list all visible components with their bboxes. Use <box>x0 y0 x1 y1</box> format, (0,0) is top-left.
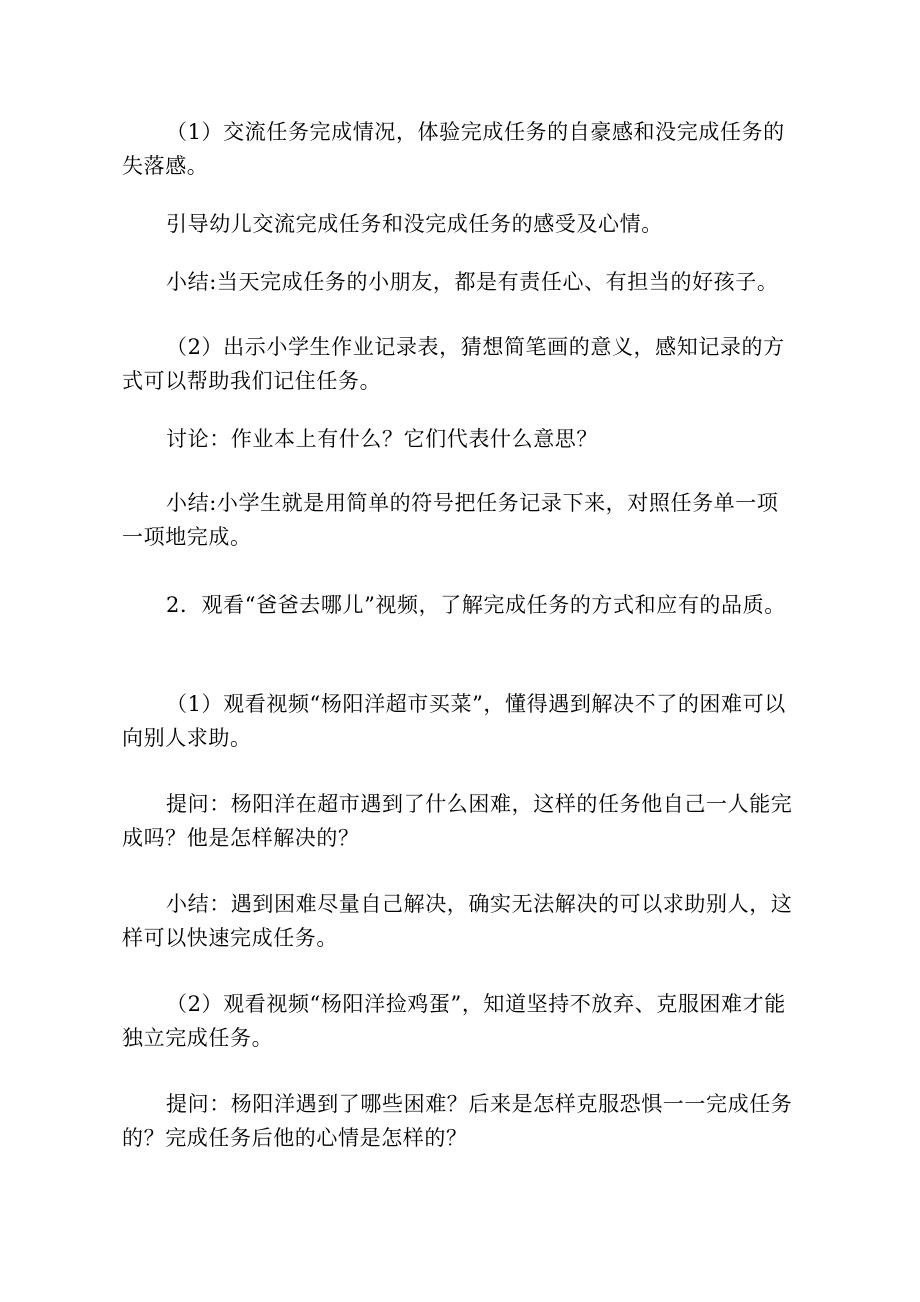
paragraph-2: 引导幼儿交流完成任务和没完成任务的感受及心情。 <box>166 212 663 236</box>
paragraph-10: 小结：遇到困难尽量自己解决，确实无法解决的可以求助别人，这样可以快速完成任务。 <box>122 892 793 950</box>
paragraph-9: 提问：杨阳洋在超市遇到了什么困难，这样的任务他自己一人能完成吗？他是怎样解决的？ <box>122 792 793 850</box>
paragraph-5: 讨论：作业本上有什么？它们代表什么意思？ <box>166 427 598 451</box>
paragraph-7: 2．观看“爸爸去哪儿”视频，了解完成任务的方式和应有的品质。 <box>166 593 786 617</box>
paragraph-12: 提问：杨阳洋遇到了哪些困难？后来是怎样克服恐惧一一完成任务的？完成任务后他的心情是怎样的？ <box>122 1092 793 1150</box>
paragraph-6: 小结:小学生就是用简单的符号把任务记录下来，对照任务单一项一项地完成。 <box>122 491 779 549</box>
paragraph-1: （1）交流任务完成情况，体验完成任务的自豪感和没完成任务的失落感。 <box>122 120 785 178</box>
paragraph-11: （2）观看视频“杨阳洋捡鸡蛋”，知道坚持不放弃、克服困难才能独立完成任务。 <box>122 992 786 1050</box>
paragraph-4: （2）出示小学生作业记录表，猜想简笔画的意义，感知记录的方式可以帮助我们记住任务。 <box>122 335 785 393</box>
paragraph-3: 小结:当天完成任务的小朋友，都是有责任心、有担当的好孩子。 <box>166 270 779 294</box>
paragraph-8: （1）观看视频“杨阳洋超市买菜”，懂得遇到解决不了的困难可以向别人求助。 <box>122 692 786 750</box>
